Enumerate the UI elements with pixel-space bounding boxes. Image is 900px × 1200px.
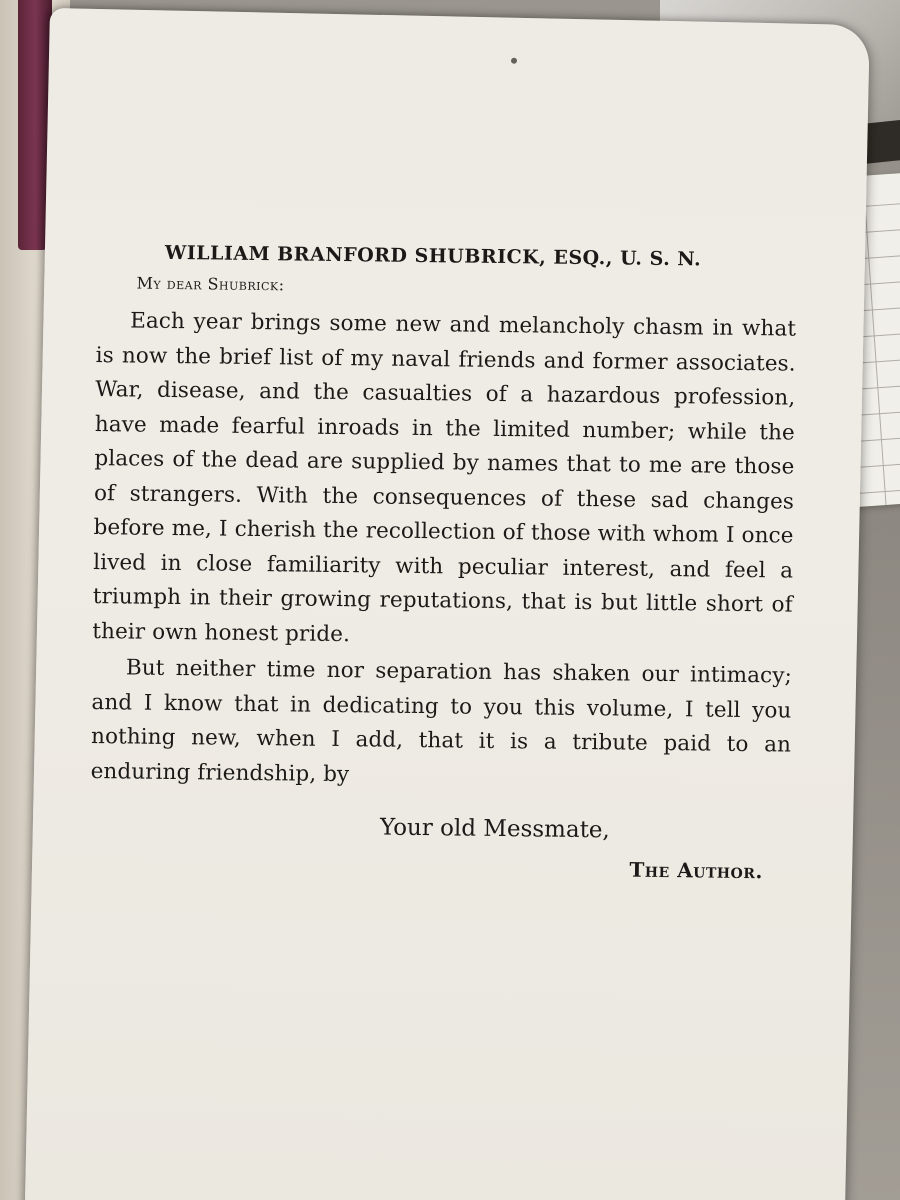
paragraph-2: But neither time nor separation has shaken our intimacy; and I know that in dedicating to you this volume, I tell you nothing new, when I add, that it is a tribute paid to an enduring friendship, by bbox=[90, 655, 793, 787]
paragraph-1: Each year brings some new and melancholy chasm in what is now the brief list of my naval friends and former associates. War, disease, and the casualties of a hazardous profession, have made fearful inroads in the limited number; while the places of the dead are supplied by names that to me are those of strangers. With the consequences of these sad changes before me, I cherish the recollection of those with whom I once lived in close familiarity with peculiar interest, and feel a triumph in their growing reputations, that is but little short of their own honest pride. bbox=[92, 308, 797, 647]
dedication-text bbox=[89, 241, 797, 884]
dedication-recipient: WILLIAM BRANFORD SHUBRICK, ESQ., U. S. N. bbox=[164, 241, 702, 271]
closing-line: Your old Messmate, bbox=[379, 814, 610, 844]
book-page bbox=[24, 8, 869, 1200]
author-signature: The Author. bbox=[629, 857, 764, 884]
ink-speck bbox=[511, 58, 517, 64]
salutation: My dear Shubrick: bbox=[136, 273, 285, 295]
